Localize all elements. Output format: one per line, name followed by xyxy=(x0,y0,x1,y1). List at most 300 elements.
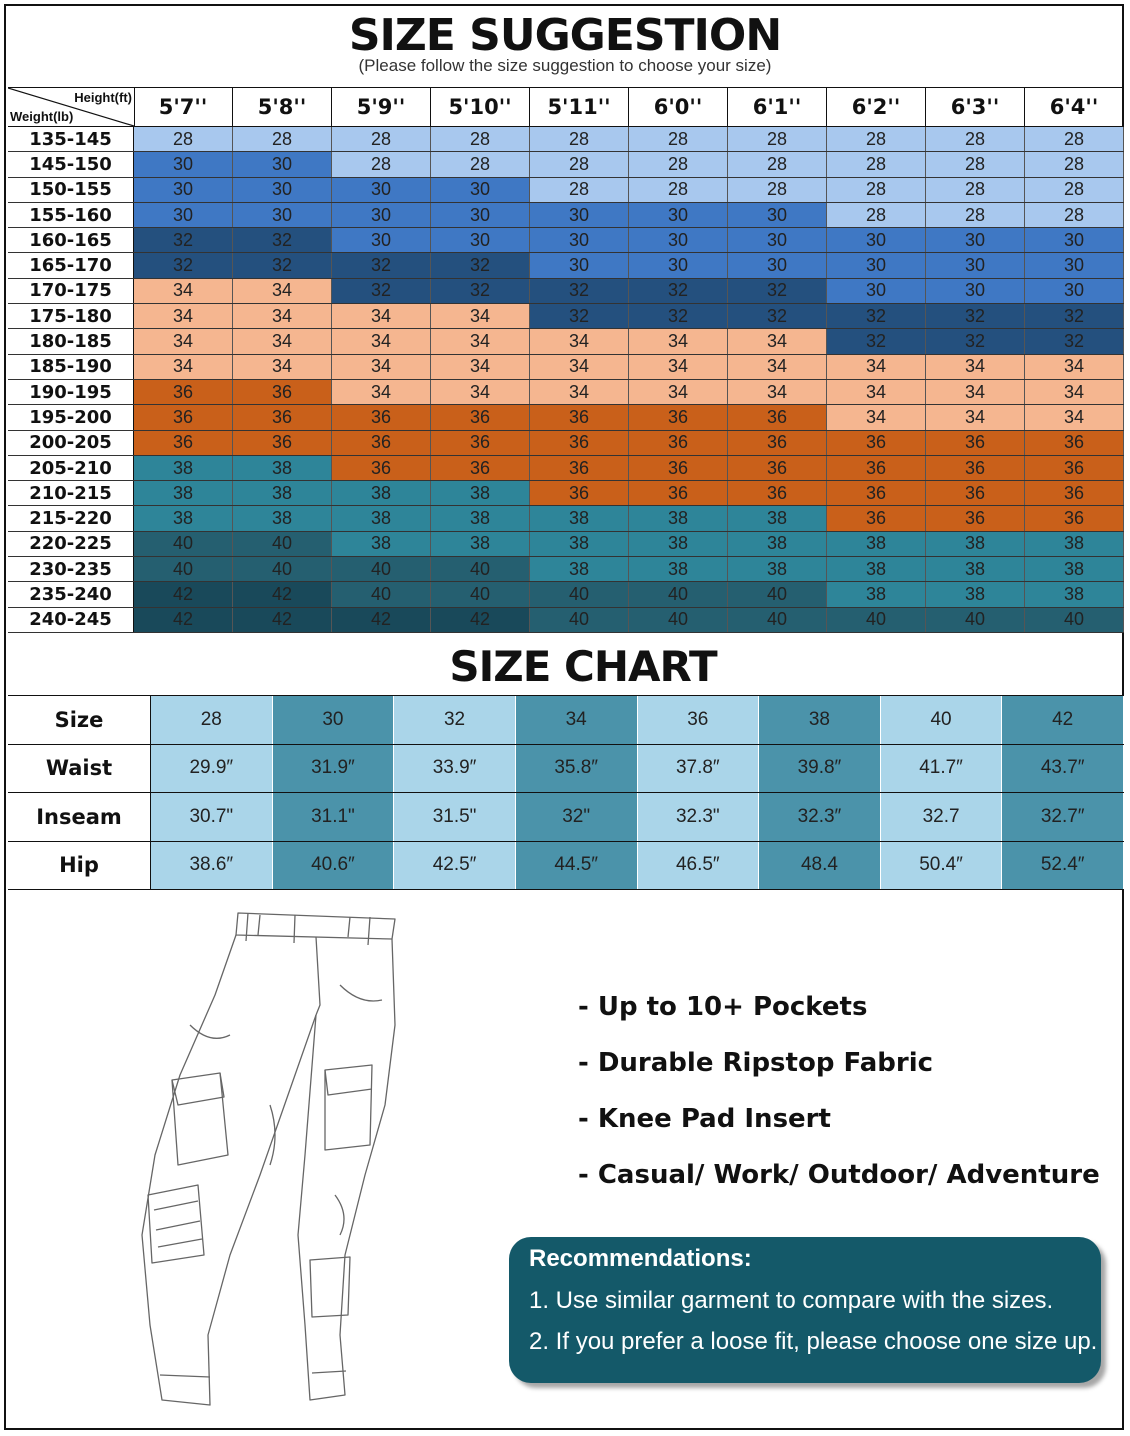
size-cell: 36 xyxy=(530,405,629,429)
size-cell: 38 xyxy=(134,456,233,480)
size-cell: 38 xyxy=(728,506,827,530)
size-cell: 40 xyxy=(233,557,332,581)
size-cell: 30 xyxy=(1025,228,1124,252)
size-cell: 42 xyxy=(233,608,332,632)
size-cell: 38 xyxy=(431,481,530,505)
weight-label-cell: 240-245 xyxy=(8,608,134,632)
size-cell: 28 xyxy=(629,127,728,151)
size-cell: 38 xyxy=(629,557,728,581)
feature-item: - Casual/ Work/ Outdoor/ Adventure xyxy=(578,1160,1100,1190)
size-cell: 30 xyxy=(233,203,332,227)
size-cell: 40 xyxy=(728,608,827,632)
table-row xyxy=(8,405,1124,430)
size-chart-cell: 30.7" xyxy=(151,793,273,841)
recommendation-item-2: 2. If you prefer a loose fit, please choose one size up. xyxy=(529,1328,1098,1355)
weight-label-cell: 155-160 xyxy=(8,203,134,227)
size-cell: 28 xyxy=(629,178,728,202)
weight-label-cell: 190-195 xyxy=(8,380,134,404)
size-cell: 34 xyxy=(233,304,332,328)
size-cell: 30 xyxy=(629,253,728,277)
size-cell: 36 xyxy=(233,380,332,404)
size-cell: 32 xyxy=(926,304,1025,328)
size-cell: 40 xyxy=(728,582,827,606)
size-cell: 40 xyxy=(926,608,1025,632)
size-cell: 34 xyxy=(629,329,728,353)
size-cell: 36 xyxy=(827,481,926,505)
size-cell: 28 xyxy=(629,152,728,176)
size-cell: 38 xyxy=(530,506,629,530)
size-cell: 34 xyxy=(233,279,332,303)
size-chart-cell: 31.9″ xyxy=(273,745,395,793)
height-header-cell: 6'0'' xyxy=(629,88,728,126)
size-chart-row-label: Waist xyxy=(8,745,151,793)
size-cell: 36 xyxy=(926,506,1025,530)
size-chart-cell: 38 xyxy=(759,696,881,744)
size-cell: 28 xyxy=(827,127,926,151)
size-cell: 36 xyxy=(728,431,827,455)
size-chart-cell: 30 xyxy=(273,696,395,744)
size-cell: 28 xyxy=(530,178,629,202)
size-cell: 36 xyxy=(134,405,233,429)
table-row xyxy=(8,431,1124,456)
weight-label-cell: 230-235 xyxy=(8,557,134,581)
size-cell: 28 xyxy=(431,127,530,151)
size-cell: 32 xyxy=(431,279,530,303)
size-cell: 38 xyxy=(332,481,431,505)
size-cell: 38 xyxy=(827,532,926,556)
table-row xyxy=(8,532,1124,557)
table-row xyxy=(8,608,1124,633)
size-cell: 34 xyxy=(728,355,827,379)
size-cell: 32 xyxy=(629,279,728,303)
corner-height-label: Height(ft) xyxy=(74,90,132,105)
size-cell: 28 xyxy=(728,152,827,176)
size-cell: 34 xyxy=(1025,405,1124,429)
weight-label-cell: 135-145 xyxy=(8,127,134,151)
height-header-cell: 6'4'' xyxy=(1025,88,1124,126)
weight-label-cell: 195-200 xyxy=(8,405,134,429)
size-cell: 30 xyxy=(1025,279,1124,303)
size-cell: 36 xyxy=(530,481,629,505)
size-cell: 38 xyxy=(1025,557,1124,581)
size-cell: 40 xyxy=(134,557,233,581)
size-chart-cell: 48.4 xyxy=(759,842,881,890)
weight-label-cell: 145-150 xyxy=(8,152,134,176)
size-cell: 34 xyxy=(629,355,728,379)
size-cell: 34 xyxy=(332,329,431,353)
size-chart-cell: 44.5″ xyxy=(516,842,638,890)
size-cell: 28 xyxy=(332,127,431,151)
size-cell: 36 xyxy=(332,405,431,429)
size-cell: 42 xyxy=(431,608,530,632)
size-chart-cell: 35.8″ xyxy=(516,745,638,793)
size-cell: 34 xyxy=(1025,355,1124,379)
size-cell: 32 xyxy=(827,329,926,353)
size-cell: 30 xyxy=(134,152,233,176)
size-cell: 28 xyxy=(530,127,629,151)
size-cell: 34 xyxy=(728,380,827,404)
size-cell: 38 xyxy=(1025,582,1124,606)
size-cell: 28 xyxy=(530,152,629,176)
size-chart-cell: 32.7 xyxy=(881,793,1003,841)
size-cell: 42 xyxy=(332,608,431,632)
size-cell: 34 xyxy=(431,355,530,379)
size-chart-row-label: Hip xyxy=(8,842,151,890)
size-chart-cell: 42 xyxy=(1002,696,1124,744)
size-cell: 30 xyxy=(332,228,431,252)
size-cell: 36 xyxy=(332,431,431,455)
feature-list xyxy=(578,985,1100,1209)
size-cell: 38 xyxy=(728,557,827,581)
size-cell: 36 xyxy=(728,405,827,429)
size-cell: 30 xyxy=(332,203,431,227)
size-cell: 34 xyxy=(530,329,629,353)
size-cell: 32 xyxy=(728,279,827,303)
size-cell: 28 xyxy=(926,152,1025,176)
size-chart-cell: 31.1" xyxy=(273,793,395,841)
height-header-cell: 6'2'' xyxy=(827,88,926,126)
size-cell: 36 xyxy=(134,431,233,455)
size-cell: 32 xyxy=(530,279,629,303)
size-cell: 30 xyxy=(134,178,233,202)
size-cell: 32 xyxy=(827,304,926,328)
size-cell: 34 xyxy=(134,279,233,303)
size-cell: 32 xyxy=(629,304,728,328)
size-cell: 40 xyxy=(530,608,629,632)
size-cell: 36 xyxy=(431,405,530,429)
size-cell: 32 xyxy=(134,253,233,277)
size-cell: 30 xyxy=(332,178,431,202)
size-cell: 32 xyxy=(1025,329,1124,353)
size-cell: 34 xyxy=(827,355,926,379)
recommendations-box xyxy=(509,1237,1101,1383)
table-row xyxy=(8,481,1124,506)
feature-item: - Durable Ripstop Fabric xyxy=(578,1048,934,1078)
size-cell: 38 xyxy=(827,557,926,581)
size-chart-cell: 32 xyxy=(394,696,516,744)
table-row xyxy=(8,304,1124,329)
size-cell: 30 xyxy=(530,253,629,277)
weight-label-cell: 165-170 xyxy=(8,253,134,277)
size-cell: 42 xyxy=(233,582,332,606)
size-cell: 34 xyxy=(827,405,926,429)
table-body xyxy=(8,127,1124,633)
size-cell: 34 xyxy=(530,355,629,379)
size-cell: 38 xyxy=(728,532,827,556)
weight-label-cell: 150-155 xyxy=(8,178,134,202)
table-row xyxy=(8,329,1124,354)
size-cell: 30 xyxy=(827,228,926,252)
size-cell: 36 xyxy=(431,431,530,455)
weight-label-cell: 220-225 xyxy=(8,532,134,556)
height-header-cell: 5'11'' xyxy=(530,88,629,126)
size-chart-cell: 43.7″ xyxy=(1002,745,1124,793)
size-cell: 36 xyxy=(1025,506,1124,530)
size-cell: 40 xyxy=(431,557,530,581)
weight-label-cell: 180-185 xyxy=(8,329,134,353)
size-cell: 40 xyxy=(629,582,728,606)
size-cell: 30 xyxy=(728,228,827,252)
size-cell: 36 xyxy=(926,456,1025,480)
size-cell: 34 xyxy=(827,380,926,404)
size-cell: 38 xyxy=(530,532,629,556)
weight-label-cell: 205-210 xyxy=(8,456,134,480)
weight-label-cell: 185-190 xyxy=(8,355,134,379)
weight-label-cell: 170-175 xyxy=(8,279,134,303)
size-cell: 30 xyxy=(431,178,530,202)
size-chart-row xyxy=(8,696,1124,745)
size-chart-cell: 41.7″ xyxy=(881,745,1003,793)
size-cell: 34 xyxy=(926,405,1025,429)
size-cell: 42 xyxy=(134,608,233,632)
size-cell: 28 xyxy=(728,178,827,202)
size-chart-cell: 34 xyxy=(516,696,638,744)
size-chart-cell: 39.8″ xyxy=(759,745,881,793)
size-cell: 30 xyxy=(233,178,332,202)
size-cell: 40 xyxy=(134,532,233,556)
table-row xyxy=(8,279,1124,304)
size-cell: 36 xyxy=(629,456,728,480)
size-chart-cell: 50.4″ xyxy=(881,842,1003,890)
size-cell: 36 xyxy=(629,431,728,455)
size-chart-cell: 46.5″ xyxy=(638,842,760,890)
size-cell: 40 xyxy=(431,582,530,606)
size-cell: 28 xyxy=(827,152,926,176)
size-cell: 38 xyxy=(134,506,233,530)
size-cell: 34 xyxy=(134,329,233,353)
size-cell: 34 xyxy=(728,329,827,353)
size-cell: 34 xyxy=(233,329,332,353)
size-cell: 36 xyxy=(629,481,728,505)
size-cell: 38 xyxy=(530,557,629,581)
table-row xyxy=(8,127,1124,152)
table-row xyxy=(8,203,1124,228)
table-corner-cell xyxy=(8,88,135,126)
size-cell: 34 xyxy=(530,380,629,404)
weight-label-cell: 160-165 xyxy=(8,228,134,252)
size-cell: 38 xyxy=(629,532,728,556)
size-cell: 28 xyxy=(827,178,926,202)
size-cell: 36 xyxy=(1025,456,1124,480)
size-suggestion-title: SIZE SUGGESTION xyxy=(348,10,782,61)
weight-label-cell: 210-215 xyxy=(8,481,134,505)
size-chart-title: SIZE CHART xyxy=(449,642,717,691)
size-cell: 34 xyxy=(332,355,431,379)
size-cell: 38 xyxy=(431,506,530,530)
size-cell: 30 xyxy=(827,253,926,277)
size-cell: 40 xyxy=(530,582,629,606)
height-header-cell: 6'1'' xyxy=(728,88,827,126)
size-cell: 36 xyxy=(629,405,728,429)
cargo-pants-illustration xyxy=(120,905,420,1415)
size-cell: 36 xyxy=(926,481,1025,505)
table-row xyxy=(8,456,1124,481)
size-cell: 28 xyxy=(827,203,926,227)
size-chart-cell: 42.5″ xyxy=(394,842,516,890)
size-chart-cell: 40 xyxy=(881,696,1003,744)
size-cell: 38 xyxy=(332,532,431,556)
size-cell: 36 xyxy=(530,431,629,455)
size-cell: 40 xyxy=(332,582,431,606)
size-cell: 36 xyxy=(926,431,1025,455)
weight-label-cell: 175-180 xyxy=(8,304,134,328)
size-cell: 32 xyxy=(233,253,332,277)
size-cell: 28 xyxy=(1025,203,1124,227)
size-cell: 36 xyxy=(827,431,926,455)
size-cell: 38 xyxy=(926,582,1025,606)
table-row xyxy=(8,152,1124,177)
size-cell: 38 xyxy=(134,481,233,505)
size-cell: 34 xyxy=(332,380,431,404)
size-cell: 30 xyxy=(431,203,530,227)
size-cell: 28 xyxy=(332,152,431,176)
size-cell: 36 xyxy=(1025,481,1124,505)
size-cell: 40 xyxy=(332,557,431,581)
size-cell: 36 xyxy=(827,506,926,530)
table-header-row xyxy=(8,87,1124,127)
size-cell: 36 xyxy=(827,456,926,480)
size-cell: 36 xyxy=(134,380,233,404)
size-cell: 30 xyxy=(1025,253,1124,277)
size-cell: 34 xyxy=(431,304,530,328)
size-cell: 34 xyxy=(431,329,530,353)
size-cell: 42 xyxy=(134,582,233,606)
size-cell: 32 xyxy=(134,228,233,252)
size-cell: 38 xyxy=(233,506,332,530)
size-chart-cell: 32.3" xyxy=(638,793,760,841)
size-cell: 34 xyxy=(233,355,332,379)
size-cell: 28 xyxy=(1025,178,1124,202)
size-cell: 34 xyxy=(926,380,1025,404)
size-chart-row xyxy=(8,793,1124,842)
size-chart-cell: 33.9″ xyxy=(394,745,516,793)
weight-label-cell: 215-220 xyxy=(8,506,134,530)
size-cell: 32 xyxy=(728,304,827,328)
size-chart-row xyxy=(8,842,1124,891)
size-cell: 38 xyxy=(233,481,332,505)
size-cell: 36 xyxy=(530,456,629,480)
size-cell: 40 xyxy=(233,532,332,556)
size-cell: 32 xyxy=(431,253,530,277)
size-cell: 28 xyxy=(233,127,332,151)
size-chart-row xyxy=(8,745,1124,794)
size-cell: 28 xyxy=(926,127,1025,151)
size-cell: 36 xyxy=(431,456,530,480)
size-cell: 30 xyxy=(134,203,233,227)
size-cell: 30 xyxy=(530,203,629,227)
table-row xyxy=(8,380,1124,405)
size-chart-cell: 31.5" xyxy=(394,793,516,841)
size-cell: 38 xyxy=(233,456,332,480)
table-row xyxy=(8,506,1124,531)
size-cell: 36 xyxy=(332,456,431,480)
size-chart-cell: 38.6″ xyxy=(151,842,273,890)
weight-label-cell: 235-240 xyxy=(8,582,134,606)
size-cell: 30 xyxy=(728,203,827,227)
size-chart-row-label: Inseam xyxy=(8,793,151,841)
size-cell: 28 xyxy=(134,127,233,151)
feature-item: - Up to 10+ Pockets xyxy=(578,992,868,1022)
size-cell: 38 xyxy=(827,582,926,606)
table-row xyxy=(8,557,1124,582)
size-cell: 30 xyxy=(530,228,629,252)
size-cell: 32 xyxy=(332,253,431,277)
height-header-cell: 5'7'' xyxy=(134,88,233,126)
size-cell: 36 xyxy=(1025,431,1124,455)
size-cell: 40 xyxy=(1025,608,1124,632)
size-cell: 28 xyxy=(431,152,530,176)
table-row xyxy=(8,178,1124,203)
height-header-cell: 5'8'' xyxy=(233,88,332,126)
size-chart-cell: 37.8″ xyxy=(638,745,760,793)
size-cell: 40 xyxy=(629,608,728,632)
size-chart-cell: 32" xyxy=(516,793,638,841)
size-cell: 34 xyxy=(1025,380,1124,404)
size-cell: 34 xyxy=(431,380,530,404)
size-cell: 38 xyxy=(431,532,530,556)
size-chart-cell: 36 xyxy=(638,696,760,744)
size-cell: 38 xyxy=(332,506,431,530)
table-row xyxy=(8,582,1124,607)
size-cell: 36 xyxy=(233,405,332,429)
size-cell: 34 xyxy=(134,304,233,328)
size-cell: 30 xyxy=(233,152,332,176)
size-cell: 28 xyxy=(728,127,827,151)
feature-item: - Knee Pad Insert xyxy=(578,1104,831,1134)
height-header-cell: 5'9'' xyxy=(332,88,431,126)
size-cell: 34 xyxy=(134,355,233,379)
size-chart-cell: 52.4″ xyxy=(1002,842,1124,890)
size-cell: 34 xyxy=(926,355,1025,379)
size-cell: 28 xyxy=(1025,152,1124,176)
table-row xyxy=(8,355,1124,380)
size-cell: 34 xyxy=(332,304,431,328)
size-suggestion-table xyxy=(8,87,1124,633)
size-cell: 38 xyxy=(1025,532,1124,556)
size-cell: 30 xyxy=(926,279,1025,303)
recommendations-title: Recommendations: xyxy=(529,1245,752,1272)
size-cell: 32 xyxy=(1025,304,1124,328)
size-cell: 30 xyxy=(926,228,1025,252)
recommendation-item-1: 1. Use similar garment to compare with the sizes. xyxy=(529,1287,1054,1314)
size-cell: 28 xyxy=(926,178,1025,202)
size-chart-row-label: Size xyxy=(8,696,151,744)
size-chart-cell: 40.6″ xyxy=(273,842,395,890)
size-cell: 36 xyxy=(728,456,827,480)
table-row xyxy=(8,228,1124,253)
size-cell: 36 xyxy=(728,481,827,505)
size-cell: 30 xyxy=(629,228,728,252)
size-suggestion-subtitle: (Please follow the size suggestion to choose your size) xyxy=(358,56,772,75)
size-cell: 34 xyxy=(629,380,728,404)
size-cell: 38 xyxy=(926,557,1025,581)
size-cell: 38 xyxy=(926,532,1025,556)
size-cell: 36 xyxy=(233,431,332,455)
height-header-cell: 5'10'' xyxy=(431,88,530,126)
size-cell: 28 xyxy=(1025,127,1124,151)
size-chart-table xyxy=(8,695,1124,890)
size-cell: 30 xyxy=(926,253,1025,277)
size-cell: 38 xyxy=(629,506,728,530)
size-cell: 30 xyxy=(728,253,827,277)
size-cell: 32 xyxy=(332,279,431,303)
size-cell: 30 xyxy=(629,203,728,227)
size-chart-cell: 29.9″ xyxy=(151,745,273,793)
size-cell: 32 xyxy=(926,329,1025,353)
size-chart-cell: 32.7″ xyxy=(1002,793,1124,841)
size-cell: 30 xyxy=(431,228,530,252)
weight-label-cell: 200-205 xyxy=(8,431,134,455)
